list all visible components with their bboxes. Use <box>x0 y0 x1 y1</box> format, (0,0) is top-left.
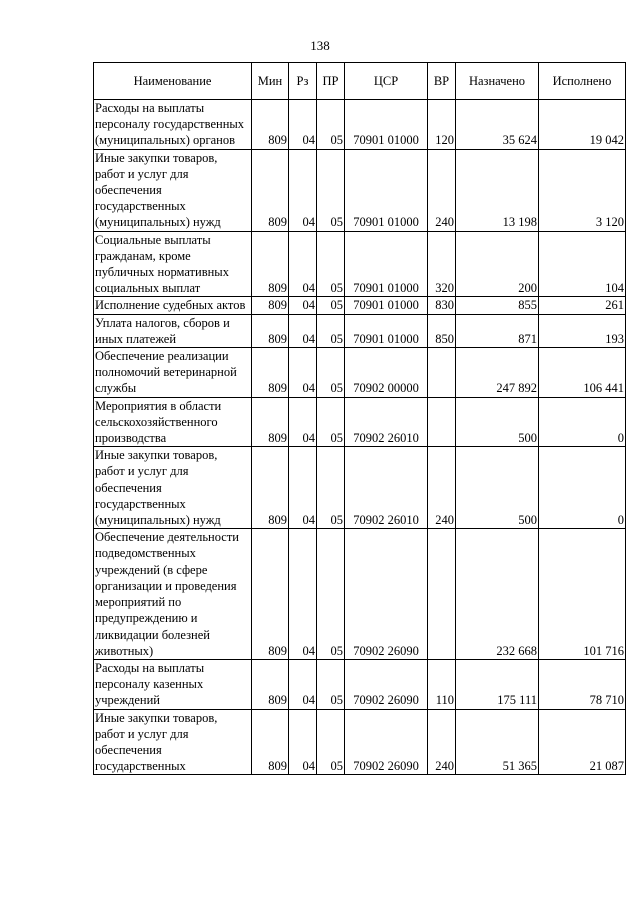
cell-rz: 04 <box>289 149 317 231</box>
cell-executed: 261 <box>539 297 626 314</box>
table-body <box>94 100 626 775</box>
header-vr: ВР <box>428 63 456 100</box>
header-pr: ПР <box>317 63 345 100</box>
cell-assigned: 175 111 <box>456 659 539 709</box>
cell-min: 809 <box>252 397 289 447</box>
cell-rz: 04 <box>289 231 317 297</box>
cell-name: Расходы на выплаты персоналу государственных (муниципальных) органов <box>94 100 252 150</box>
cell-csr: 70901 01000 <box>345 231 428 297</box>
cell-pr: 05 <box>317 447 345 529</box>
cell-pr: 05 <box>317 529 345 660</box>
cell-csr: 70902 26090 <box>345 659 428 709</box>
cell-assigned: 855 <box>456 297 539 314</box>
cell-pr: 05 <box>317 297 345 314</box>
table-row <box>94 529 626 660</box>
header-executed: Исполнено <box>539 63 626 100</box>
cell-executed: 78 710 <box>539 659 626 709</box>
cell-name: Иные закупки товаров, работ и услуг для обеспечения государственных <box>94 709 252 775</box>
cell-executed: 19 042 <box>539 100 626 150</box>
table-row <box>94 348 626 398</box>
cell-csr: 70901 01000 <box>345 297 428 314</box>
table-row <box>94 231 626 297</box>
cell-pr: 05 <box>317 659 345 709</box>
cell-vr <box>428 348 456 398</box>
table-row <box>94 149 626 231</box>
cell-assigned: 871 <box>456 314 539 347</box>
cell-vr: 850 <box>428 314 456 347</box>
cell-pr: 05 <box>317 149 345 231</box>
cell-assigned: 35 624 <box>456 100 539 150</box>
cell-assigned: 500 <box>456 447 539 529</box>
cell-pr: 05 <box>317 709 345 775</box>
cell-assigned: 13 198 <box>456 149 539 231</box>
cell-csr: 70902 26010 <box>345 397 428 447</box>
table-row <box>94 397 626 447</box>
cell-executed: 193 <box>539 314 626 347</box>
cell-executed: 21 087 <box>539 709 626 775</box>
cell-executed: 3 120 <box>539 149 626 231</box>
cell-csr: 70902 00000 <box>345 348 428 398</box>
cell-min: 809 <box>252 659 289 709</box>
cell-csr: 70901 01000 <box>345 149 428 231</box>
cell-executed: 106 441 <box>539 348 626 398</box>
cell-name: Иные закупки товаров, работ и услуг для обеспечения государственных (муниципальных) нужд <box>94 149 252 231</box>
header-assigned: Назначено <box>456 63 539 100</box>
cell-rz: 04 <box>289 659 317 709</box>
cell-min: 809 <box>252 231 289 297</box>
cell-assigned: 247 892 <box>456 348 539 398</box>
cell-vr <box>428 397 456 447</box>
cell-rz: 04 <box>289 100 317 150</box>
cell-vr: 110 <box>428 659 456 709</box>
cell-min: 809 <box>252 709 289 775</box>
cell-min: 809 <box>252 314 289 347</box>
cell-executed: 0 <box>539 447 626 529</box>
cell-min: 809 <box>252 149 289 231</box>
table-row <box>94 709 626 775</box>
cell-rz: 04 <box>289 397 317 447</box>
cell-rz: 04 <box>289 447 317 529</box>
table-row <box>94 297 626 314</box>
cell-vr <box>428 529 456 660</box>
cell-name: Уплата налогов, сборов и иных платежей <box>94 314 252 347</box>
cell-csr: 70902 26090 <box>345 709 428 775</box>
page-number: 138 <box>310 38 330 53</box>
cell-vr: 240 <box>428 149 456 231</box>
cell-name: Обеспечение деятельности подведомственных учреждений (в сфере организации и проведения мероприятий по предупреждению и ликвидации болезней животных) <box>94 529 252 660</box>
cell-rz: 04 <box>289 529 317 660</box>
cell-min: 809 <box>252 529 289 660</box>
header-row <box>94 63 626 100</box>
cell-min: 809 <box>252 348 289 398</box>
cell-vr: 320 <box>428 231 456 297</box>
cell-vr: 240 <box>428 447 456 529</box>
cell-pr: 05 <box>317 231 345 297</box>
cell-csr: 70901 01000 <box>345 314 428 347</box>
cell-vr: 120 <box>428 100 456 150</box>
cell-name: Иные закупки товаров, работ и услуг для обеспечения государственных (муниципальных) нужд <box>94 447 252 529</box>
cell-csr: 70901 01000 <box>345 100 428 150</box>
header-name: Наименование <box>94 63 252 100</box>
header-csr: ЦСР <box>345 63 428 100</box>
cell-pr: 05 <box>317 397 345 447</box>
cell-min: 809 <box>252 297 289 314</box>
cell-assigned: 51 365 <box>456 709 539 775</box>
cell-assigned: 500 <box>456 397 539 447</box>
cell-name: Мероприятия в области сельскохозяйственного производства <box>94 397 252 447</box>
cell-pr: 05 <box>317 100 345 150</box>
table-row <box>94 447 626 529</box>
header-min: Мин <box>252 63 289 100</box>
table-header <box>94 63 626 100</box>
cell-executed: 101 716 <box>539 529 626 660</box>
cell-rz: 04 <box>289 348 317 398</box>
cell-min: 809 <box>252 100 289 150</box>
table-row <box>94 659 626 709</box>
table-row <box>94 314 626 347</box>
cell-csr: 70902 26090 <box>345 529 428 660</box>
header-rz: Рз <box>289 63 317 100</box>
cell-rz: 04 <box>289 314 317 347</box>
cell-pr: 05 <box>317 348 345 398</box>
cell-name: Расходы на выплаты персоналу казенных учреждений <box>94 659 252 709</box>
cell-rz: 04 <box>289 297 317 314</box>
cell-executed: 0 <box>539 397 626 447</box>
cell-pr: 05 <box>317 314 345 347</box>
cell-name: Обеспечение реализации полномочий ветеринарной службы <box>94 348 252 398</box>
cell-vr: 240 <box>428 709 456 775</box>
cell-assigned: 200 <box>456 231 539 297</box>
cell-min: 809 <box>252 447 289 529</box>
cell-assigned: 232 668 <box>456 529 539 660</box>
table-row <box>94 100 626 150</box>
cell-vr: 830 <box>428 297 456 314</box>
cell-rz: 04 <box>289 709 317 775</box>
cell-executed: 104 <box>539 231 626 297</box>
cell-name: Исполнение судебных актов <box>94 297 252 314</box>
cell-csr: 70902 26010 <box>345 447 428 529</box>
budget-table <box>93 62 626 775</box>
cell-name: Социальные выплаты гражданам, кроме публичных нормативных социальных выплат <box>94 231 252 297</box>
